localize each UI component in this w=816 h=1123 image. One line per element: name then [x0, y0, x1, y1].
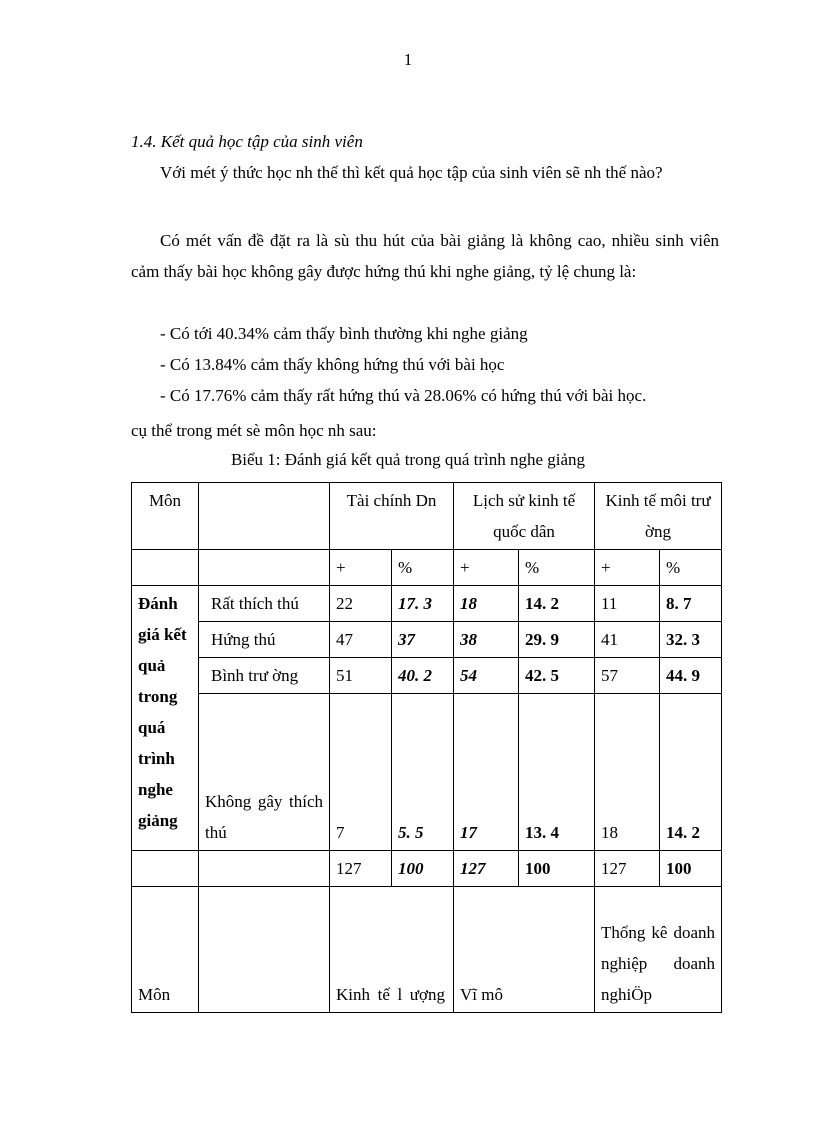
bullet-item: - Có 13.84% cảm thấy không hứng thú với bài học	[160, 355, 505, 374]
page-number: 1	[403, 50, 413, 69]
cell: 8. 7	[660, 586, 722, 622]
subject-cell: Thống kê doanh nghiệp doanh nghiÖp	[595, 887, 722, 1013]
cell: 18	[595, 694, 660, 851]
group-label: Đánh giá kết quả trong quá trình nghe giảng	[132, 586, 199, 851]
subheader-row	[132, 550, 722, 586]
cell: 51	[330, 658, 392, 694]
plus-header: +	[330, 550, 392, 586]
total-cell: 127	[454, 851, 519, 887]
empty-cell	[132, 550, 199, 586]
cell: 37	[392, 622, 454, 658]
cell: 41	[595, 622, 660, 658]
cell: 38	[454, 622, 519, 658]
header-empty	[199, 483, 330, 550]
total-cell: 100	[519, 851, 595, 887]
empty-cell	[199, 887, 330, 1013]
table-caption: Biểu 1: Đánh giá kết quả trong quá trình nghe giảng	[230, 450, 586, 469]
table-row	[132, 658, 722, 694]
row-label: Bình trư ờng	[199, 658, 330, 694]
row-label: Không gây thích thú	[199, 694, 330, 851]
percent-header: %	[519, 550, 595, 586]
total-cell: 100	[660, 851, 722, 887]
cell: 54	[454, 658, 519, 694]
subjects-row	[132, 887, 722, 1013]
results-table	[131, 482, 722, 1013]
cell: 32. 3	[660, 622, 722, 658]
cell: 7	[330, 694, 392, 851]
cell: 44. 9	[660, 658, 722, 694]
cell: 17	[454, 694, 519, 851]
subject-header: Tài chính Dn	[330, 483, 454, 550]
total-cell: 127	[595, 851, 660, 887]
plus-header: +	[454, 550, 519, 586]
cell: 22	[330, 586, 392, 622]
cell: 13. 4	[519, 694, 595, 851]
cell: 17. 3	[392, 586, 454, 622]
table-row	[132, 694, 722, 851]
total-cell: 127	[330, 851, 392, 887]
cell: 14. 2	[660, 694, 722, 851]
percent-header: %	[392, 550, 454, 586]
section-heading: 1.4. Kết quả học tập của sinh viên	[131, 132, 363, 151]
row-label: Rất thích thú	[199, 586, 330, 622]
plus-header: +	[595, 550, 660, 586]
cell: 57	[595, 658, 660, 694]
subject-cell: Kinh tế l ượng	[330, 887, 454, 1013]
totals-row	[132, 851, 722, 887]
cell: 42. 5	[519, 658, 595, 694]
bullet-item: - Có 17.76% cảm thấy rất hứng thú và 28.06% có hứng thú với bài học.	[160, 386, 647, 405]
cell: 11	[595, 586, 660, 622]
cell: 47	[330, 622, 392, 658]
row-label: Hứng thú	[199, 622, 330, 658]
bottom-mon: Môn	[132, 887, 199, 1013]
empty-cell	[199, 851, 330, 887]
header-row	[132, 483, 722, 550]
table-row	[132, 622, 722, 658]
percent-header: %	[660, 550, 722, 586]
subject-cell: Vĩ mô	[454, 887, 595, 1013]
bullet-item: - Có tới 40.34% cảm thấy bình thường khi nghe giảng	[160, 324, 528, 343]
empty-cell	[132, 851, 199, 887]
subject-header: Lịch sử kinh tế quốc dân	[454, 483, 595, 550]
paragraph-1: Với mét ý thức học nh thế thì kết quả học tập của sinh viên sẽ nh thế nào?	[160, 163, 663, 182]
empty-cell	[199, 550, 330, 586]
cell: 40. 2	[392, 658, 454, 694]
cell: 18	[454, 586, 519, 622]
header-mon: Môn	[132, 483, 199, 550]
paragraph-2: Có mét vấn đề đặt ra là sù thu hút của bài giảng là không cao, nhiều sinh viên cảm thấy bài học không gây được hứng thú khi nghe giảng, tỷ lệ chung là:	[131, 231, 719, 281]
cell: 29. 9	[519, 622, 595, 658]
bullet-list	[131, 318, 730, 411]
cell: 5. 5	[392, 694, 454, 851]
table-row	[132, 586, 722, 622]
subject-header: Kinh tế môi trư ờng	[595, 483, 722, 550]
table-intro: cụ thể trong mét sè môn học nh sau:	[131, 421, 377, 440]
cell: 14. 2	[519, 586, 595, 622]
total-cell: 100	[392, 851, 454, 887]
